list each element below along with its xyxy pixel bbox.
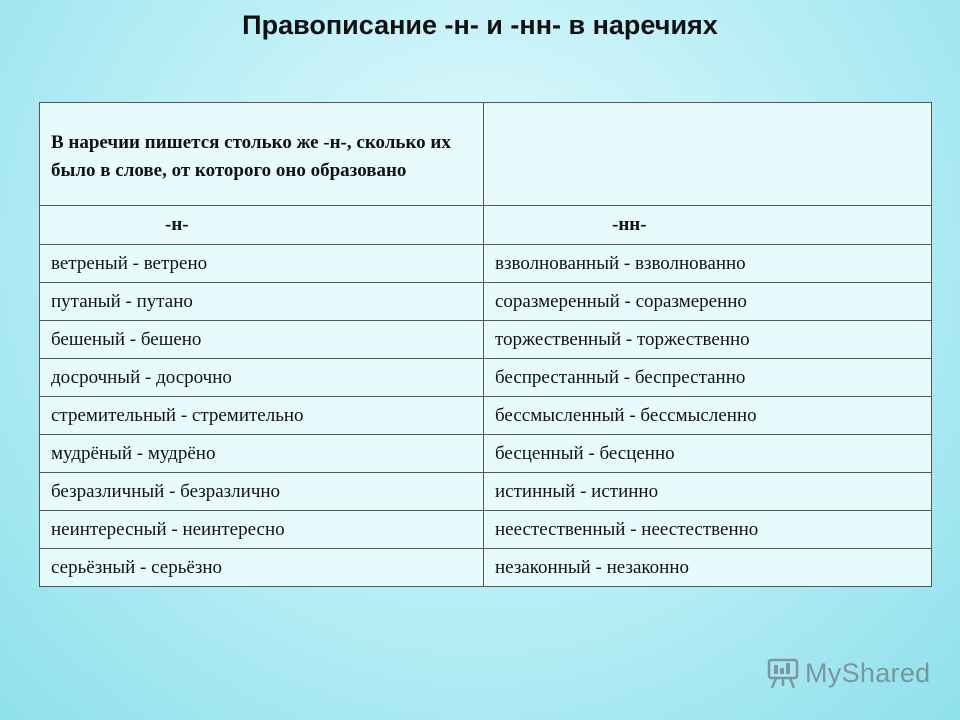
cell-double-n: торжественный - торжественно [484,321,932,359]
table-row [40,321,932,359]
table-row [40,473,932,511]
cell-single-n: досрочный - досрочно [40,359,484,397]
cell-single-n: безразличный - безразлично [40,473,484,511]
rule-row [40,103,932,206]
cell-single-n: мудрёный - мудрёно [40,435,484,473]
table-row [40,511,932,549]
cell-single-n: серьёзный - серьёзно [40,549,484,587]
watermark [766,656,930,690]
rule-text: В наречии пишется столько же -н-, сколько их было в слове, от которого оно образовано [40,103,484,206]
table-row [40,397,932,435]
cell-double-n: неестественный - неестественно [484,511,932,549]
cell-double-n: беспрестанный - беспрестанно [484,359,932,397]
cell-single-n: ветреный - ветрено [40,245,484,283]
projector-logo-icon [766,656,800,690]
cell-single-n: стремительный - стремительно [40,397,484,435]
cell-double-n: бессмысленный - бессмысленно [484,397,932,435]
watermark-text: MyShared [805,657,931,688]
cell-double-n: незаконный - незаконно [484,549,932,587]
header-single-n: -н- [40,206,484,245]
cell-single-n: бешеный - бешено [40,321,484,359]
header-row [40,206,932,245]
cell-double-n: бесценный - бесценно [484,435,932,473]
cell-single-n: неинтересный - неинтересно [40,511,484,549]
table-row [40,283,932,321]
table-row [40,359,932,397]
cell-double-n: соразмеренный - соразмеренно [484,283,932,321]
table-row [40,245,932,283]
table-row [40,435,932,473]
spelling-table [39,102,932,587]
cell-double-n: взволнованный - взволнованно [484,245,932,283]
table-row [40,549,932,587]
slide-title: Правописание -н- и -нн- в наречиях [242,10,718,40]
cell-double-n: истинный - истинно [484,473,932,511]
cell-single-n: путаный - путано [40,283,484,321]
rule-empty-cell [484,103,932,206]
header-double-n: -нн- [484,206,932,245]
